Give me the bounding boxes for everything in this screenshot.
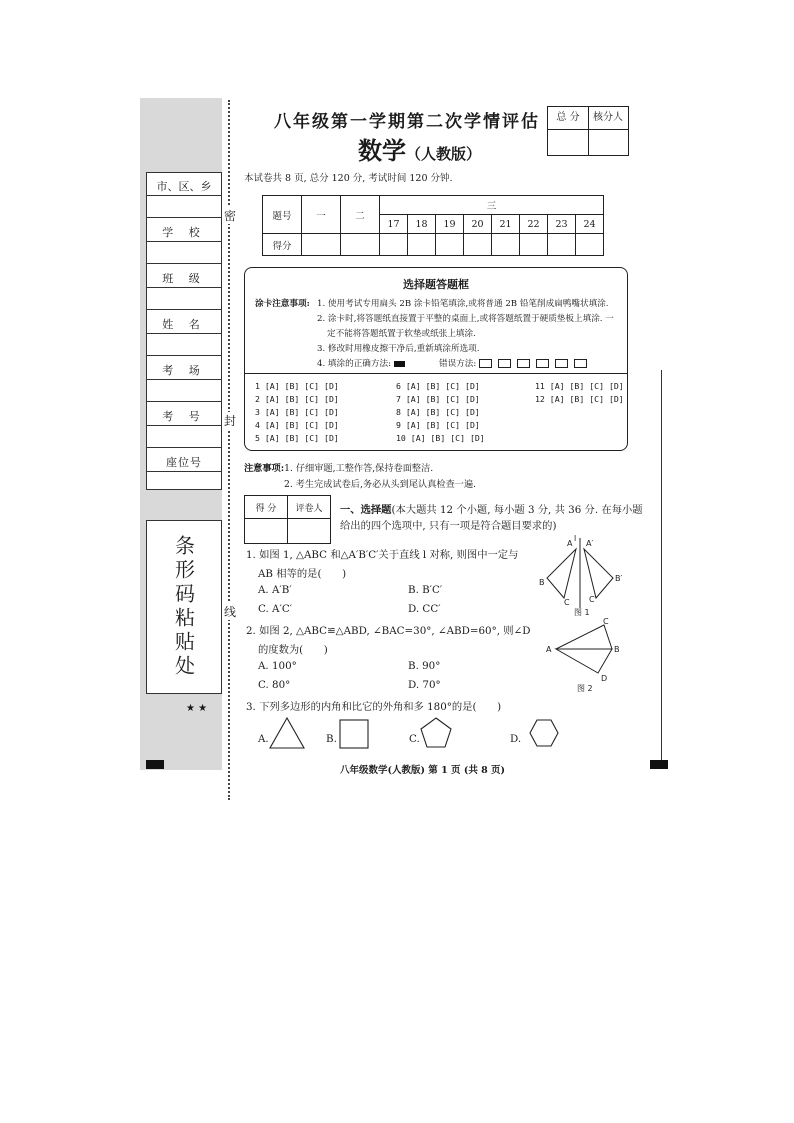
wrong-fill-outline-icon [536,359,549,368]
seal-char-mi: 密 [224,209,237,223]
subject-title: 数学（人教版） [358,136,482,165]
fig1-caption: 图 1 [574,608,590,617]
registration-mark-left [146,760,164,769]
section1-desc: 给出的四个选项中, 只有一项是符合题目要求的) [340,520,557,532]
q2-option-c[interactable]: C. 80° [258,679,291,691]
wrong-fill-slash-icon [574,359,587,368]
q1-option-b[interactable]: B. B′C′ [408,584,443,596]
q1-option-a[interactable]: A. A′B′ [258,584,292,596]
answer-item[interactable]: 8 [A] [B] [C] [D] [396,407,480,417]
fig2-label-d: D [601,674,608,683]
q1-option-c[interactable]: C. A′C′ [258,603,293,615]
answer-item[interactable]: 2 [A] [B] [C] [D] [255,394,339,404]
answer-item[interactable]: 11 [A] [B] [C] [D] [535,381,624,391]
attention-item: 2. 考生完成试卷后,务必从头到尾认真检查一遍. [284,479,477,490]
fig2-label-c: C [603,617,609,626]
field-name: 姓 名 [162,318,206,331]
pentagon-icon [421,718,451,747]
question-1-stem-cont: AB 相等的是( ) [258,568,347,580]
barcode-label: 条形码粘贴处 [171,535,196,679]
wrong-fill-check-icon [479,359,492,368]
q1-option-d[interactable]: D. CC′ [408,603,441,615]
answer-item[interactable]: 5 [A] [B] [C] [D] [255,433,339,443]
q2-option-a[interactable]: A. 100° [258,660,297,672]
correct-fill-sample [394,361,405,367]
hexagon-icon [530,720,558,746]
q2-option-b[interactable]: B. 90° [408,660,441,672]
figure-1 [547,538,613,608]
question-2-stem: 2. 如图 2, △ABC≌△ABD, ∠BAC=30°, ∠ABD=60°, 则∠D [246,625,531,637]
exam-title: 八年级第一学期第二次学情评估 [274,112,540,132]
answer-item[interactable]: 1 [A] [B] [C] [D] [255,381,339,391]
field-exam-number: 考 号 [162,410,206,423]
exam-notice: 本试卷共 8 页, 总分 120 分, 考试时间 120 分钟. [244,173,453,184]
fig1-label-b: B [539,578,545,587]
section1-heading: 一、选择题(本大题共 12 个小题, 每小题 3 分, 共 36 分. 在每小题 [340,504,643,516]
field-school: 学 校 [162,226,206,239]
question-3-stem: 3. 下列多边形的内角和比它的外角和多 180°的是( ) [246,701,502,713]
answer-item[interactable]: 6 [A] [B] [C] [D] [396,381,480,391]
fig1-label-l: l [574,534,577,543]
question-1-stem: 1. 如图 1, △ABC 和△A′B′C′关于直线 l 对称, 则图中一定与 [246,549,519,561]
right-margin-line [661,370,662,760]
field-class: 班 级 [162,272,206,285]
answer-item[interactable]: 3 [A] [B] [C] [D] [255,407,339,417]
q3-option-b[interactable]: B. [326,733,337,745]
score-table: 题号 一 二 三 17 18 19 20 21 22 23 24 得分 [262,195,604,256]
answer-item[interactable]: 12 [A] [B] [C] [D] [535,394,624,404]
answer-item[interactable]: 9 [A] [B] [C] [D] [396,420,480,430]
seal-char-xian: 线 [224,605,237,619]
answer-item[interactable]: 4 [A] [B] [C] [D] [255,420,339,430]
fig1-label-b-prime: B′ [615,574,623,583]
fig2-label-b: B [614,645,620,654]
field-seat: 座位号 [166,456,202,469]
fig2-caption: 图 2 [577,684,593,693]
fig1-label-a-prime: A′ [586,539,594,548]
fig2-label-a: A [546,645,552,654]
answer-sheet-box: 选择题答题框 涂卡注意事项: 1. 使用考试专用扁头 2B 涂卡铅笔填涂,或将普通 2B 铅笔削成扁鸭嘴状填涂. 2. 涂卡时,将答题纸直接置于平整的桌面上,或将答题纸置于硬质垫板上填涂. 一 定不能将答题纸置于软垫或纸张上填涂. 3. 修改时用橡皮擦干净后,重新填涂所选项. 4. 填涂的正确方法: 错误方法: 1 [A] [B] [C] [D] 2 [A] [B] [C] [D] 3 [A] [B] [C] [D] 4 [A] [B] [C] [D] 5 [A] [B] [C] [D] 6 [A] [B] [C] [D] 7 [A] [B] [C] [D] 8 [A] [B] [C] [D] 9 [A] [B] [C] [D] 10 [A] [B] [C] [D] 11 [A] [B] [C] [D] 12 [A] [B] [C] [D] [244,267,628,451]
attention: 注意事项:1. 仔细审题,工整作答,保持卷面整洁. [244,463,434,474]
stars: ★ ★ [186,703,208,714]
answer-box-title: 选择题答题框 [403,278,469,291]
square-icon [340,720,368,748]
wrong-fill-dot-icon [498,359,511,368]
question-2-stem-cont: 的度数为( ) [258,644,328,656]
q3-option-c[interactable]: C. [409,733,420,745]
figure-2 [556,625,612,673]
barcode-area [146,520,222,694]
registration-mark-right [650,760,668,769]
fig1-label-a: A [567,539,573,548]
answer-item[interactable]: 10 [A] [B] [C] [D] [396,433,485,443]
fig1-label-c-prime: C′ [589,595,597,604]
total-score-box: 总 分 核分人 [547,106,629,156]
triangle-icon [270,718,304,748]
q2-option-d[interactable]: D. 70° [408,679,441,691]
field-room: 考 场 [162,364,206,377]
page-footer: 八年级数学(人教版) 第 1 页 (共 8 页) [340,765,506,776]
q3-option-d[interactable]: D. [510,733,522,745]
wrong-fill-dash-icon [517,359,530,368]
wrong-fill-partial-icon [555,359,568,368]
section-score-table: 得 分 评卷人 [244,495,331,544]
student-info-box [146,172,222,490]
seal-char-feng: 封 [224,414,237,428]
seal-line [228,100,230,800]
answer-item[interactable]: 7 [A] [B] [C] [D] [396,394,480,404]
q3-option-a[interactable]: A. [258,733,269,745]
fig1-label-c: C [564,598,570,607]
field-region: 市、区、乡 [156,180,212,193]
